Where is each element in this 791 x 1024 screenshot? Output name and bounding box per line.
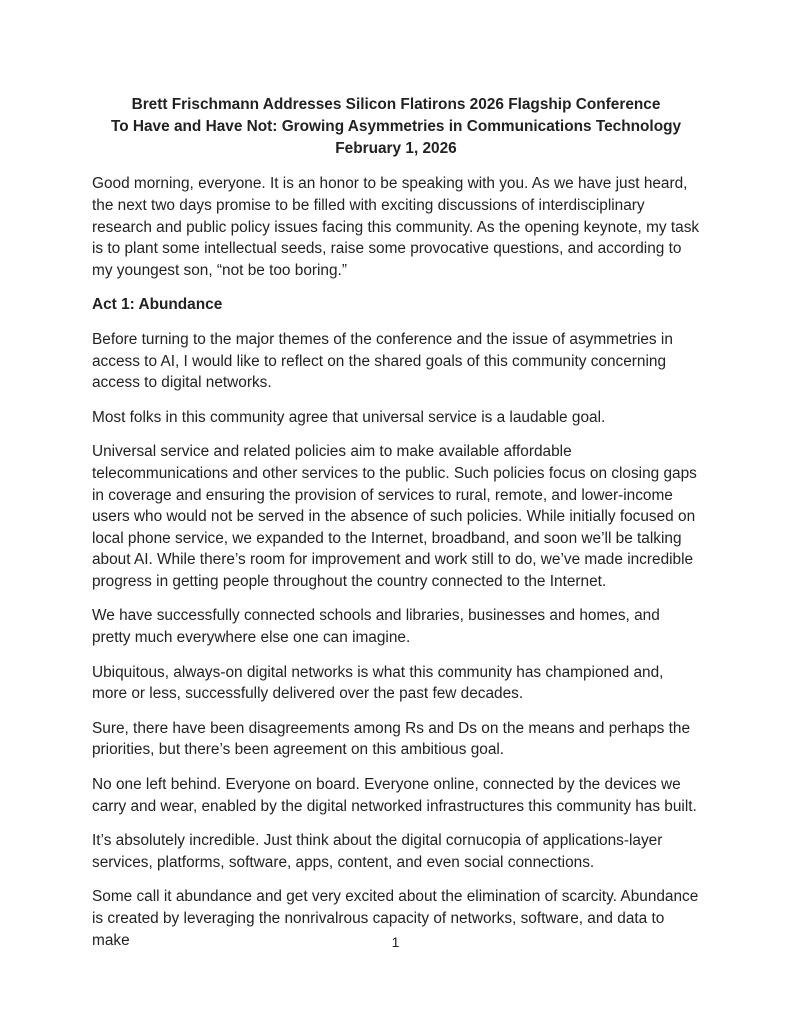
paragraph-abundance-scarcity: Some call it abundance and get very excited about the elimination of scarcity. Abundance is created by leveraging the nonrivalrous capacity of networks, software, and data to make bbox=[92, 888, 699, 949]
document-date: February 1, 2026 bbox=[335, 139, 457, 157]
paragraph-most-folks: Most folks in this community agree that universal service is a laudable goal. bbox=[92, 408, 606, 426]
paragraph-disagreements: Sure, there have been disagreements among Rs and Ds on the means and perhaps the priorities, but there’s been agreement on this ambitious goal. bbox=[92, 719, 691, 759]
paragraph-connected-schools: We have successfully connected schools and libraries, businesses and homes, and pretty much everywhere else one can imagine. bbox=[92, 607, 660, 647]
document-title: Brett Frischmann Addresses Silicon Flatirons 2026 Flagship Conference bbox=[131, 96, 661, 113]
paragraph-absolutely-incredible: It’s absolutely incredible. Just think about the digital cornucopia of applications-layer services, platforms, software, apps, content, and even social connections. bbox=[92, 832, 663, 871]
section-heading-act-1: Act 1: Abundance bbox=[92, 296, 223, 314]
paragraph-universal-service: Universal service and related policies aim to make available affordable telecommunications and other services to the public. Such policies focus on closing gaps in coverage and ensuring the provision of services to rural, remote, and lower-income users who would not be served in the absence of such policies. While initially focused on local phone service, we expanded to the Internet, broadband, and soon we’ll be talking about AI. While there’s room for improvement and work still to do, we’ve made incredible progress in getting people throughout the country connected to the Internet. bbox=[92, 443, 697, 590]
paragraph-ubiquitous-networks: Ubiquitous, always-on digital networks is what this community has championed and, more or less, successfully delivered over the past few decades. bbox=[92, 663, 664, 703]
paragraph-no-one-left-behind: No one left behind. Everyone on board. Everyone online, connected by the devices we carry and wear, enabled by the digital networked infrastructures this community has built. bbox=[92, 776, 697, 815]
paragraph-before-turning: Before turning to the major themes of the conference and the issue of asymmetries in access to AI, I would like to reflect on the shared goals of this community concerning access to digital networks. bbox=[92, 330, 673, 392]
paragraph-intro: Good morning, everyone. It is an honor to be speaking with you. As we have just heard, the next two days promise to be filled with exciting discussions of interdisciplinary research and public policy issues facing this community. As the opening keynote, my task is to plant some intellectual seeds, raise some provocative questions, and according to my youngest son, “not be too boring.” bbox=[92, 175, 700, 279]
document-subtitle: To Have and Have Not: Growing Asymmetries in Communications Technology bbox=[110, 117, 682, 135]
page-number: 1 bbox=[391, 934, 400, 951]
document-body bbox=[92, 173, 700, 951]
document-title-block bbox=[92, 94, 700, 159]
